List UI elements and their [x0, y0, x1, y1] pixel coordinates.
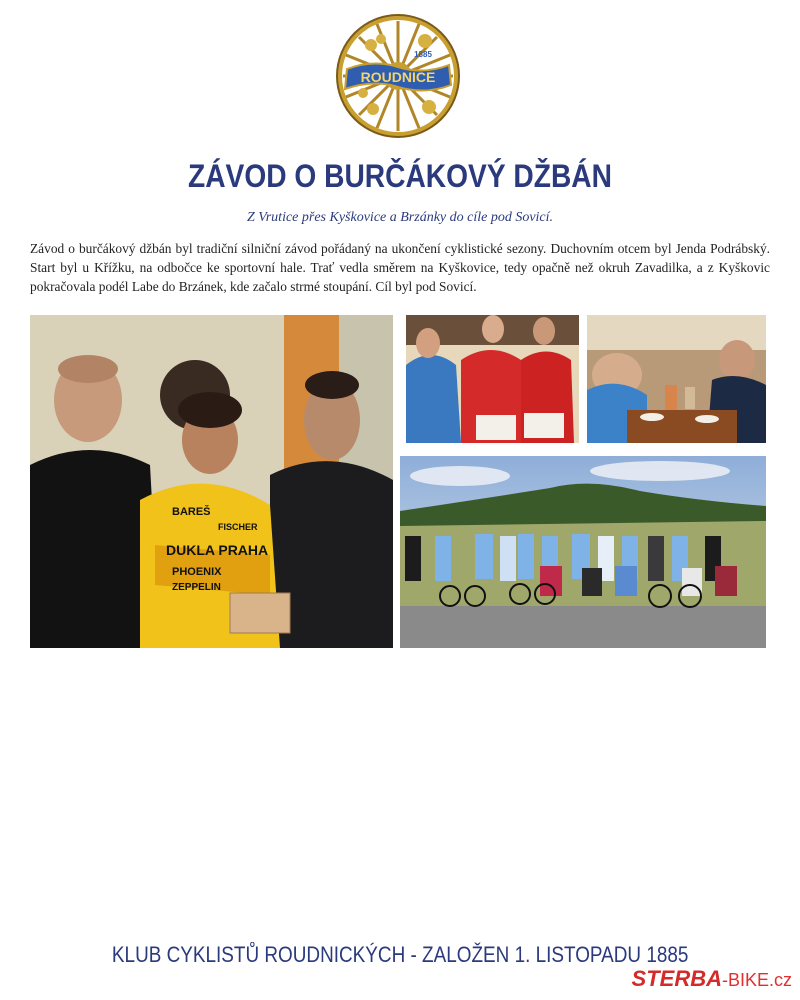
page-title: ZÁVOD O BURČÁKOVÝ DŽBÁN — [188, 158, 612, 194]
jersey-text-dukla: DUKLA PRAHA — [166, 542, 269, 558]
logo-year: 1885 — [414, 50, 432, 59]
watermark-sterba: STERBA — [631, 966, 722, 991]
jersey-text-bares: BAREŠ — [172, 506, 211, 518]
footer-club-text — [0, 942, 800, 968]
watermark-bike: -BIKE.cz — [721, 970, 792, 990]
club-logo — [333, 11, 463, 141]
photo-pub — [587, 315, 766, 443]
page-subtitle: Z Vrutice přes Kyškovice a Brzánky do cíle pod Sovicí. — [246, 210, 554, 225]
article-paragraph: Závod o burčákový džbán byl tradiční silniční závod pořádaný na ukončení cyklistické sezony. Duchovním otcem byl Jenda Podrábský. Start byl u Křížku, na odbočce ke sportovní hale. Trať vedla směrem na Kyškovice, tedy opačně než okruh Zavadilka, a z Kyškovic pokračovala podél Labe do Brzánek, kde začalo strmé stoupání. Cíl byl pod Sovicí. — [30, 241, 770, 294]
photo-award — [406, 315, 579, 443]
jersey-text-phoenix: PHOENIX — [172, 566, 222, 578]
photo-group-cyclists — [400, 456, 766, 648]
footer-club-label: KLUB CYKLISTŮ ROUDNICKÝCH - ZALOŽEN 1. LISTOPADU 1885 — [111, 942, 689, 967]
logo-text: ROUDNICE — [360, 69, 436, 85]
site-watermark — [632, 966, 792, 992]
jersey-text-fischer: FISCHER — [218, 522, 258, 532]
jersey-text-zeppelin: ZEPPELIN — [172, 582, 221, 593]
photo-podium — [30, 315, 393, 648]
